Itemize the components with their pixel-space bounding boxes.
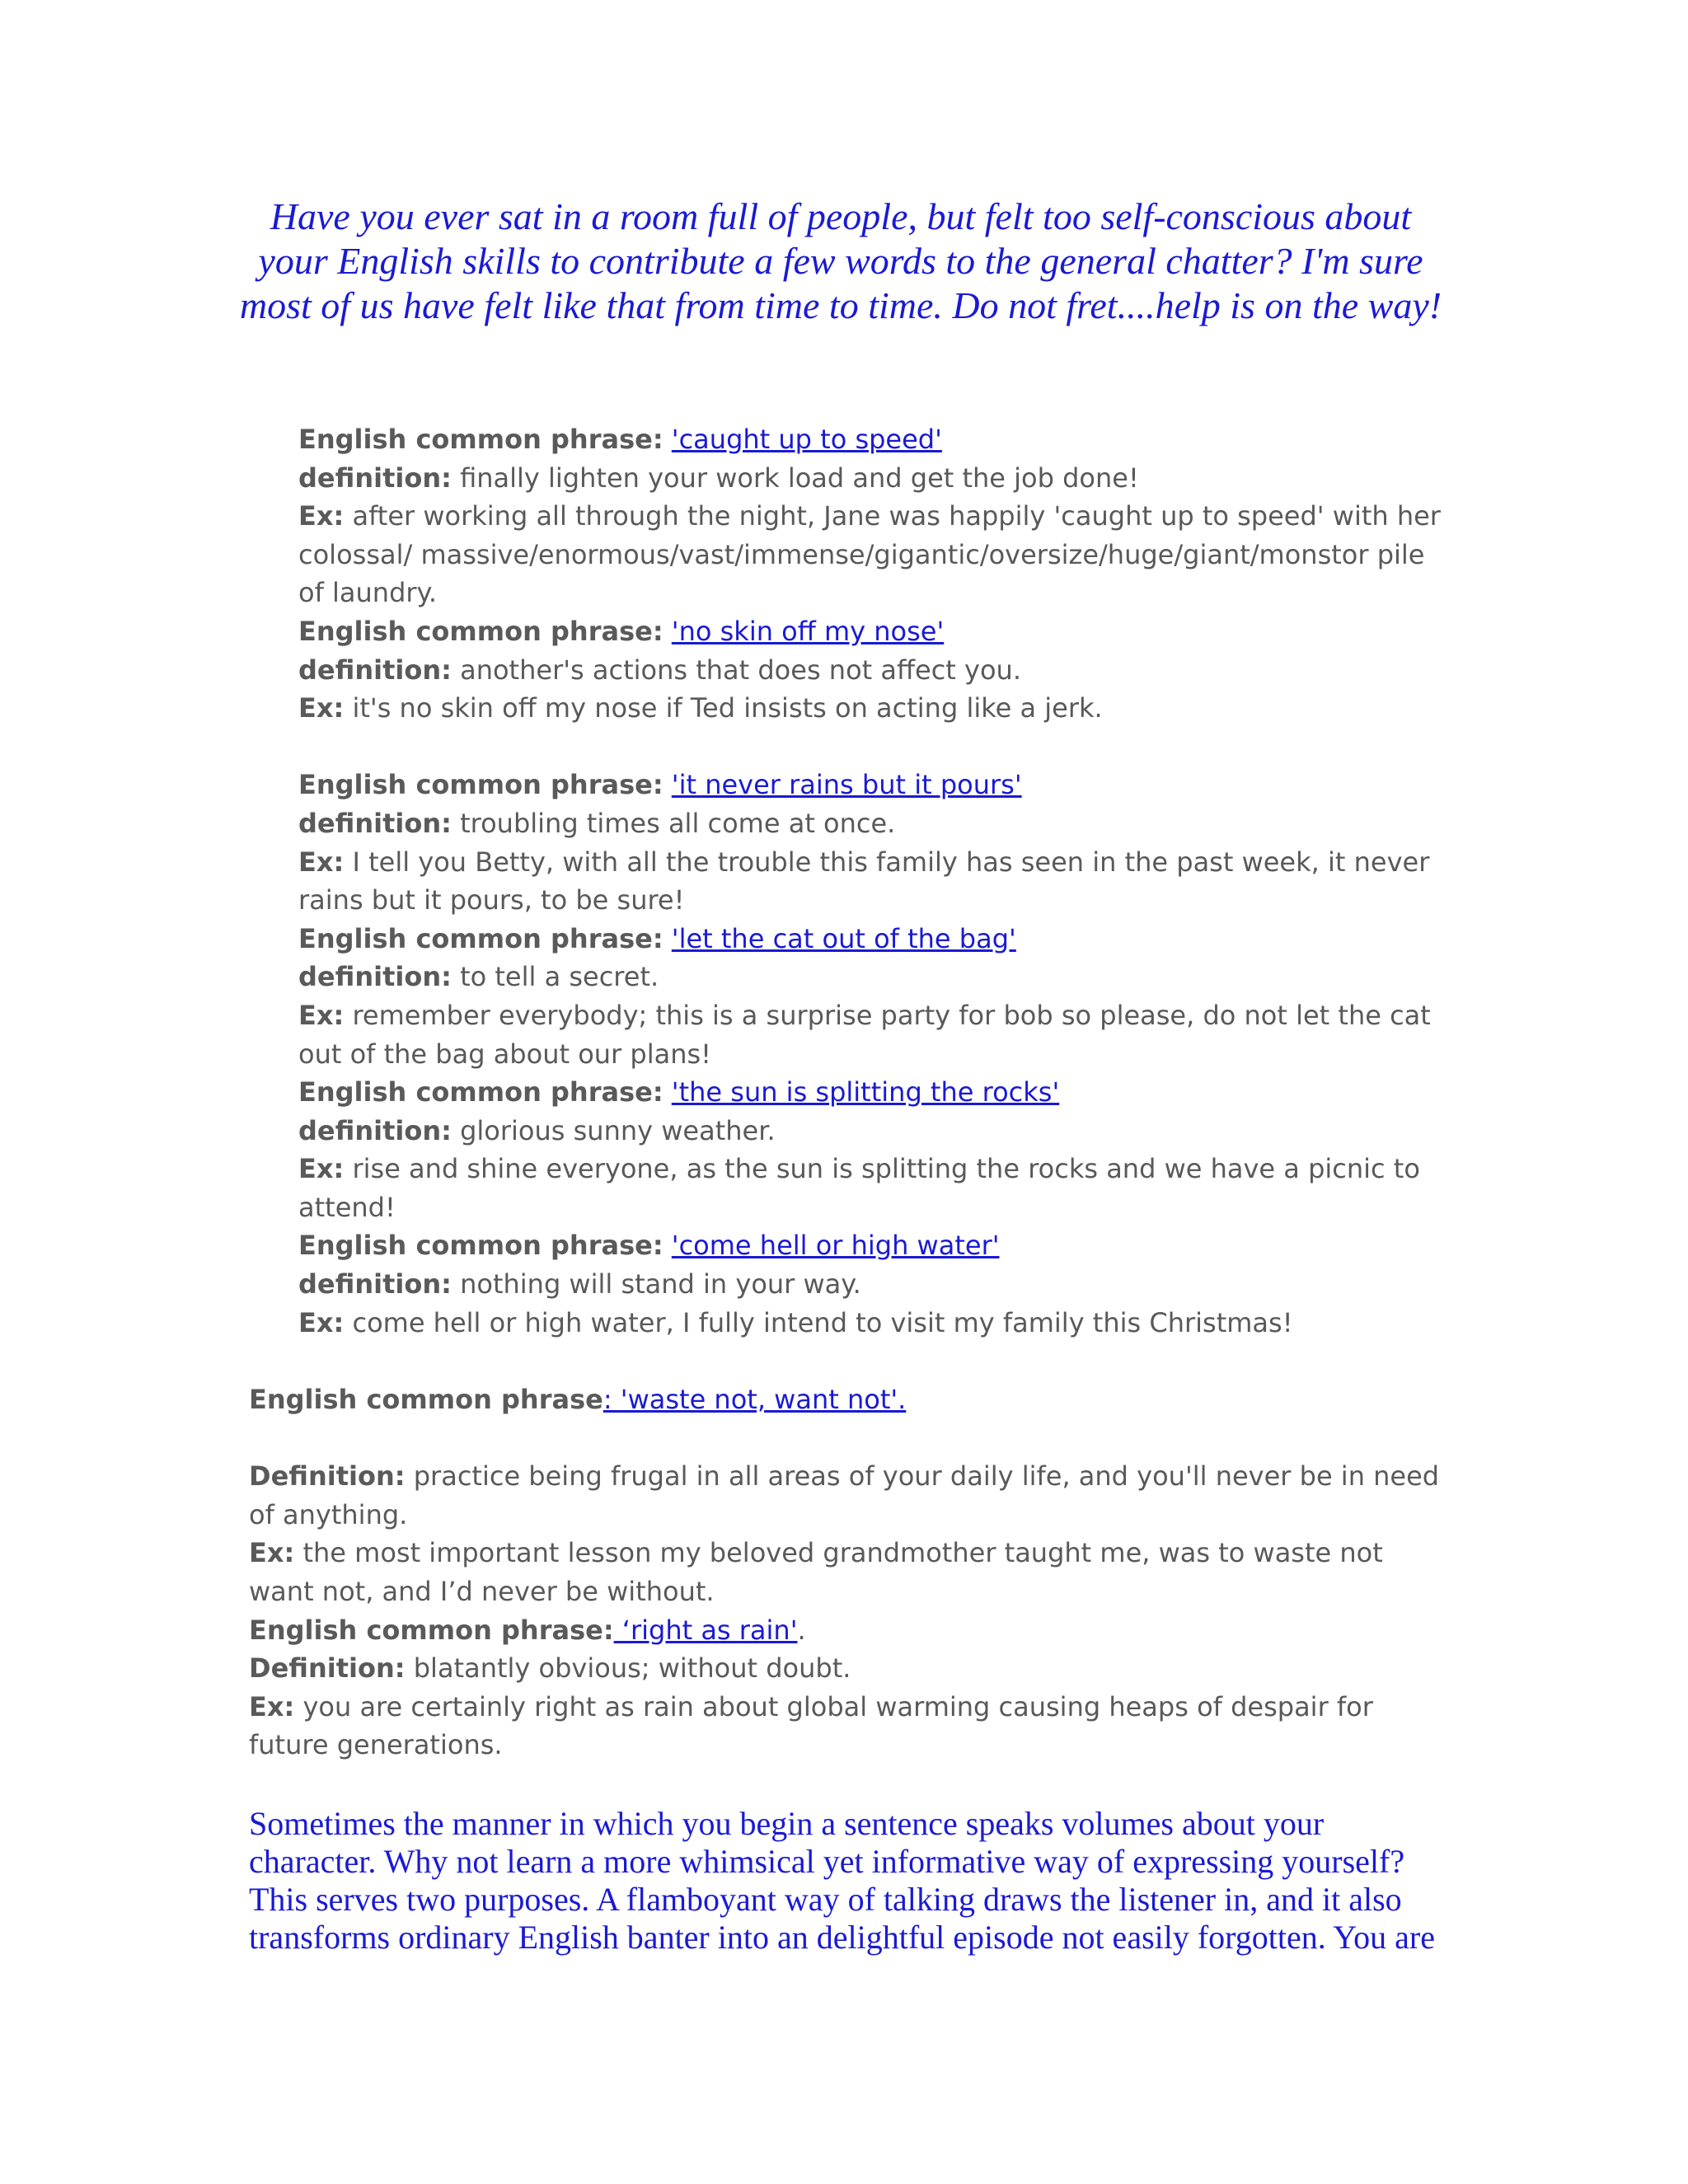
definition-text: blatantly obvious; without doubt. [405, 1652, 851, 1685]
phrase-link[interactable]: 'let the cat out of the bag' [671, 922, 1016, 954]
example-line [298, 1150, 1452, 1226]
definition-line [298, 651, 1452, 690]
phrase-line [298, 420, 1452, 459]
intro-paragraph: Have you ever sat in a room full of people, but felt too self-conscious about your English skills to contribute a few words to the general chatter? I'm sure most of us have felt like that from time to time. Do not fret....help is on the way! [239, 195, 1442, 326]
phrase-line [298, 766, 1452, 804]
definition-text: another's actions that does not affect you. [451, 654, 1021, 686]
example-line [298, 1304, 1452, 1343]
phrase-list-outdented [249, 1380, 1452, 1765]
definition-text: to tell a secret. [451, 961, 659, 993]
example-label: Ex: [298, 692, 345, 724]
phrase-line [249, 1611, 1452, 1650]
definition-line [298, 1265, 1452, 1304]
phrase-line [298, 1226, 1452, 1265]
example-label: Ex: [298, 500, 345, 532]
example-label: Ex: [249, 1537, 295, 1569]
definition-label: definition: [298, 462, 452, 494]
example-line [298, 689, 1452, 728]
phrase-link[interactable]: 'come hell or high water' [671, 1230, 1000, 1262]
example-text: it's no skin off my nose if Ted insists on acting like a jerk. [344, 692, 1103, 724]
example-line [249, 1534, 1452, 1610]
example-text: rise and shine everyone, as the sun is splitting the rocks and we have a picnic to attend! [298, 1153, 1420, 1223]
definition-line [298, 804, 1452, 843]
definition-label: definition: [298, 807, 452, 839]
definition-line [298, 1112, 1452, 1151]
definition-label: definition: [298, 1114, 452, 1146]
phrase-label: English common phrase: [298, 615, 663, 647]
definition-line [249, 1649, 1452, 1688]
phrase-label: English common phrase: [298, 1230, 663, 1262]
phrase-line [298, 1073, 1452, 1112]
example-line [298, 497, 1452, 612]
example-text: you are certainly right as rain about global warming causing heaps of despair for future generations. [249, 1690, 1373, 1761]
definition-label: Definition: [249, 1460, 406, 1493]
phrase-label: English common phrase: [298, 769, 663, 801]
phrase-line [298, 612, 1452, 651]
definition-label: definition: [298, 1268, 452, 1301]
example-text: remember everybody; this is a surprise party for bob so please, do not let the cat out of the bag about our plans! [298, 999, 1431, 1070]
example-label: Ex: [249, 1690, 295, 1722]
phrase-link[interactable]: 'it never rains but it pours' [671, 769, 1022, 801]
phrase-link[interactable]: 'caught up to speed' [671, 424, 942, 455]
spacer [298, 728, 1452, 766]
phrase-suffix: . [797, 1614, 806, 1646]
phrase-label: English common phrase: [298, 424, 663, 455]
phrase-line [298, 920, 1452, 958]
example-label: Ex: [298, 846, 345, 878]
definition-text: practice being frugal in all areas of your daily life, and you'll never be in need of anything. [249, 1460, 1440, 1530]
phrase-link[interactable]: 'no skin off my nose' [671, 615, 945, 647]
definition-line [249, 1457, 1452, 1534]
phrase-label: English common phrase: [298, 1076, 663, 1108]
phrase-link[interactable]: ‘right as rain' [613, 1614, 798, 1646]
example-label: Ex: [298, 1153, 345, 1185]
definition-line [298, 459, 1452, 498]
example-line [298, 843, 1452, 920]
definition-text: glorious sunny weather. [451, 1114, 776, 1146]
definition-label: Definition: [249, 1652, 406, 1685]
example-line [249, 1688, 1452, 1765]
definition-text: troubling times all come at once. [451, 807, 896, 839]
example-text: the most important lesson my beloved grandmother taught me, was to waste not want not, and I’d never be without. [249, 1537, 1383, 1607]
phrase-list-indented [298, 420, 1452, 1342]
definition-text: nothing will stand in your way. [451, 1268, 861, 1301]
phrase-label: English common phrase: [298, 922, 663, 954]
outro-paragraph: Sometimes the manner in which you begin a sentence speaks volumes about your character. Why not learn a more whimsical yet informative way of expressing yourself? This serves two purposes. A flamboyant way of talking draws the listener in, and it also transforms ordinary English banter into an delightful episode not easily forgotten. You are [249, 1805, 1435, 1956]
phrase-line [249, 1380, 1452, 1419]
definition-line [298, 958, 1452, 996]
example-text: I tell you Betty, with all the trouble this family has seen in the past week, it never rains but it pours, to be sure! [298, 846, 1430, 916]
definition-text: finally lighten your work load and get the job done! [451, 462, 1139, 494]
spacer [249, 1419, 1452, 1458]
definition-label: definition: [298, 654, 452, 686]
definition-label: definition: [298, 961, 452, 993]
phrase-label: English common phrase [249, 1384, 603, 1415]
example-text: come hell or high water, I fully intend to visit my family this Christmas! [344, 1306, 1293, 1338]
example-text: after working all through the night, Jane was happily 'caught up to speed' with her colossal/ massive/enormous/vast/immense/gigantic/oversize/huge/giant/monstor pile of laundry. [298, 500, 1441, 609]
example-label: Ex: [298, 1306, 345, 1338]
example-line [298, 996, 1452, 1073]
example-label: Ex: [298, 999, 345, 1031]
phrase-link[interactable]: : 'waste not, want not'. [603, 1384, 907, 1415]
phrase-link[interactable]: 'the sun is splitting the rocks' [671, 1076, 1060, 1108]
phrase-label: English common phrase: [249, 1614, 614, 1646]
